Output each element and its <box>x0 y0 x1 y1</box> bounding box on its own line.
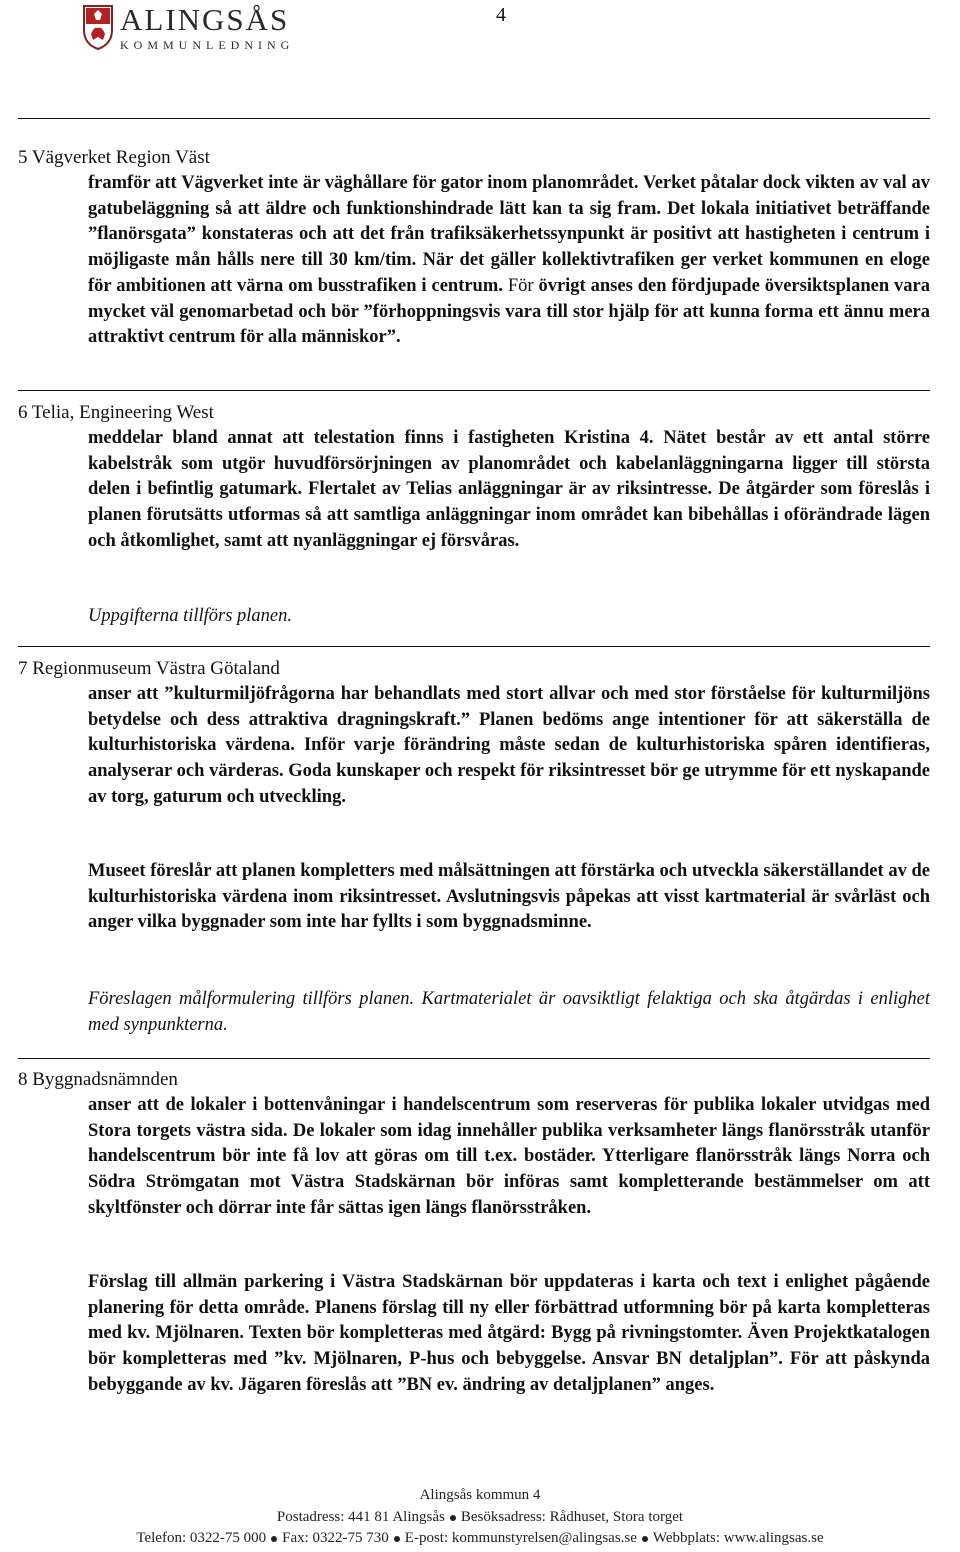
footer-website[interactable]: Webbplats: www.alingsas.se <box>652 1530 824 1546</box>
crest-icon <box>82 4 114 50</box>
footer-line-1 <box>0 1487 960 1504</box>
footer-besoksadress: Besöksadress: Rådhuset, Stora torget <box>460 1509 684 1525</box>
section-paragraph <box>88 171 930 351</box>
divider <box>18 646 930 647</box>
logo-subtitle: KOMMUNLEDNING <box>120 38 295 52</box>
section-heading: 7 Regionmuseum Västra Götaland <box>18 658 280 679</box>
footer-email[interactable]: E-post: kommunstyrelsen@alingsas.se <box>404 1530 637 1546</box>
municipality-logo <box>82 4 294 52</box>
section-paragraph: Förslag till allmän parkering i Västra Stadskärnan bör uppdateras i karta och text i enlighet pågående planering för detta område. Planens förslag till ny eller förbättrad utformning bör på karta kompletteras med kv. Mjölnaren. Texten bör kompletteras med åtgärd: Bygg på rivningstomter. Även Projektkatalogen bör kompletteras med ”kv. Mjölnaren, P-hus och bebyggelse. Ansvar BN detaljplan”. För att påskynda bebyggande av kv. Jägaren föreslås att ”BN ev. ändring av detaljplanen” anges. <box>88 1272 930 1395</box>
divider <box>18 118 930 119</box>
section-heading: 8 Byggnadsnämnden <box>18 1069 178 1090</box>
section-paragraph: meddelar bland annat att telestation finns i fastigheten Kristina 4. Nätet består av ett antal större kabelstråk som utgör huvudförsörjningen av planområdet och kabelanläggningarna ligger till största delen i befintlig gatumark. Flertalet av Telias anläggningar är av riksintresse. De åtgärder som föreslås i planen förutsätts utformas så att samtliga anläggningar inom området kan bibehållas i oförändrade lägen och åtkomlighet, samt att nyanläggningar ej försvåras. <box>88 428 930 551</box>
section-note: Föreslagen målformulering tillförs planen. Kartmaterialet är oavsiktligt felaktiga och ska åtgärdas i enlighet med synpunkterna. <box>88 989 930 1035</box>
footer-page-number: 4 <box>532 1487 541 1503</box>
footer-org: Alingsås kommun <box>419 1487 530 1503</box>
section-note: Uppgifterna tillförs planen. <box>88 606 293 626</box>
footer-postadress: Postadress: 441 81 Alingsås <box>276 1509 445 1525</box>
bullet-icon <box>394 1536 400 1542</box>
section-paragraph: Museet föreslår att planen kompletters med målsättningen att förstärka och utveckla säkerställandet av de kulturhistoriska värdena inom riksintresset. Avslutningsvis påpekas att visst kartmaterial är svårläst och anger vilka byggnader som inte har fyllts i som byggnadsminne. <box>88 861 930 933</box>
section-heading: 6 Telia, Engineering West <box>18 402 214 423</box>
section-paragraph: anser att de lokaler i bottenvåningar i handelscentrum som reserveras för publika lokaler utvidgas med Stora torgets västra sida. De lokaler som idag innehåller publika verksamheter längs flanörsstråk utanför handelscentrum bör inte få lov att göras om till t.ex. bostäder. Ytterligare flanörsstråk längs Norra och Södra Strömgatan mot Västra Stadskärnan bör införas samt kompletterande bestämmelser om att skyltfönster och dörrar inte får sättas igen längs flanörsstråken. <box>88 1095 930 1218</box>
section-paragraph: anser att ”kulturmiljöfrågorna har behandlats med stort allvar och med stor förståelse för kulturmiljöns betydelse och dess attraktiva dragningskraft.” Planen bedöms ange intentioner för att säkerställa de kulturhistoriska värdena. Inför varje förändring måste sedan de kulturhistoriska spåren identifieras, analyserar och värderas. Goda kunskaper och respekt för riksintresset bör ge utrymme för ett nyskapande av torg, gaturum och utveckling. <box>88 684 930 807</box>
bullet-icon <box>642 1536 648 1542</box>
paragraph-text: övrigt anses den fördjupade översiktsplanen vara mycket väl genomarbetad och bör ”förhoppningsvis vara till stor hjälp för att kunna forma ett ännu mera attraktivt centrum för alla människor”. <box>88 275 930 348</box>
page-header <box>0 0 960 70</box>
page-number: 4 <box>496 4 506 26</box>
bullet-icon <box>450 1515 456 1521</box>
logo-name: ALINGSÅS <box>120 2 290 37</box>
divider <box>18 1058 930 1059</box>
section-heading: 5 Vägverket Region Väst <box>18 147 210 168</box>
footer-line-3 <box>0 1530 960 1547</box>
paragraph-text: framför att Vägverket inte är väghållare för gator inom planområdet. Verket påtalar dock vikten av val av gatubeläggning så att äldre och funktionshindrade lätt kan ta sig fram. Det lokala initiativet beträffande ”flanörsgata” konstateras och att det från trafiksäkerhetssynpunkt är positivt att hastigheten i centrum i möjligaste mån hålls nere till 30 km/tim. När det gäller kollektivtrafiken ger verket kommunen en eloge för ambitionen att värna om busstrafiken i centrum. <box>88 173 930 296</box>
divider <box>18 390 930 391</box>
paragraph-text-plain: För <box>507 275 534 296</box>
footer-telefon: Telefon: 0322-75 000 <box>136 1530 267 1546</box>
footer-fax: Fax: 0322-75 730 <box>282 1530 389 1546</box>
bullet-icon <box>271 1536 277 1542</box>
footer-line-2 <box>0 1509 960 1526</box>
